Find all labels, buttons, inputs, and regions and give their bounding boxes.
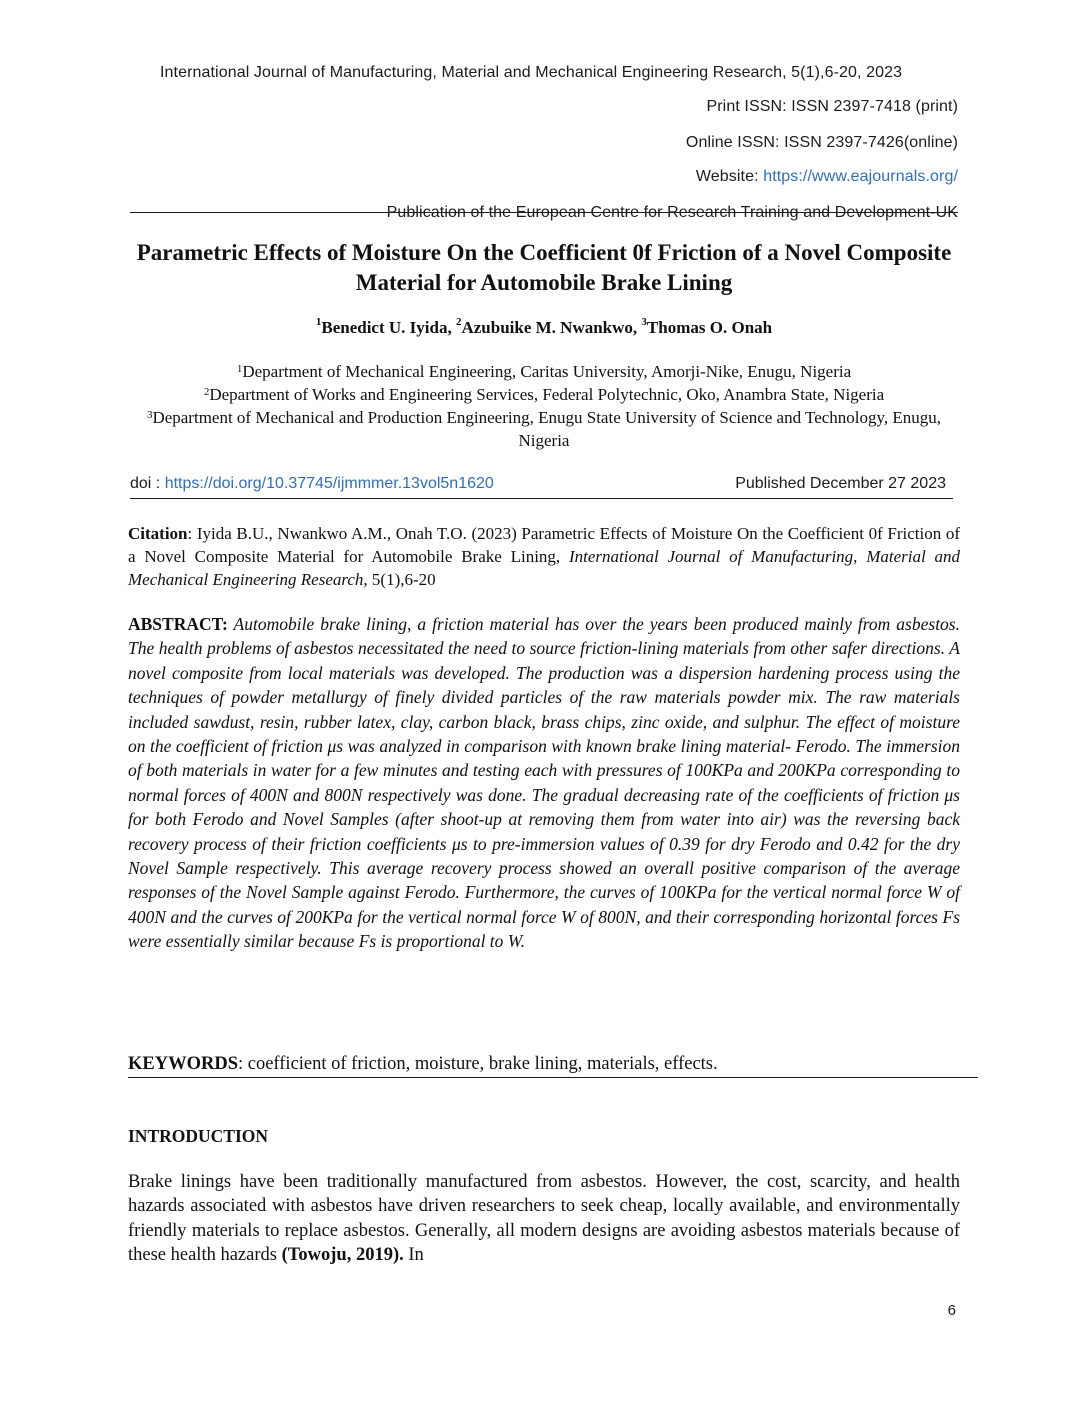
doi-line [130,475,494,493]
abstract-lead: ABSTRACT: [128,614,228,634]
journal-header: International Journal of Manufacturing, Material and Mechanical Engineering Research, 5(1),6-20, 2023 [160,64,903,81]
website-line [696,168,958,186]
author-3-name: Thomas O. Onah [646,318,773,337]
print-issn: Print ISSN: ISSN 2397-7418 (print) [706,98,958,115]
affiliation-2-text: Department of Works and Engineering Services, Federal Polytechnic, Oko, Anambra State, Nigeria [209,385,885,404]
author-2-sup: 2 [455,316,462,328]
citation-paragraph [128,522,960,591]
author-1-sup: 1 [315,316,322,328]
affiliation-2 [130,383,958,406]
author-list [130,318,958,338]
keywords-rule [128,1077,978,1078]
author-3-sup: 3 [641,316,647,328]
page-number: 6 [947,1302,956,1319]
website-label: Website: [695,168,764,185]
affiliation-3 [130,406,958,452]
introduction-paragraph [128,1170,960,1268]
publisher-line: Publication of the European Centre for Research Training and Development-UK [386,204,958,221]
affiliation-3-sup: 3 [146,409,153,421]
affiliation-3-text: Department of Mechanical and Production Engineering, Enugu State University of Science and Technology, Enugu, Nigeria [152,408,942,450]
citation-lead: Citation [128,524,188,543]
doi-rule [130,498,953,499]
abstract-paragraph [128,612,960,954]
keywords-paragraph [128,1052,960,1076]
website-link[interactable]: https://www.eajournals.org/ [763,168,958,185]
introduction-tail: In [403,1245,424,1266]
online-issn: Online ISSN: ISSN 2397-7426(online) [685,134,958,151]
doi-label: doi : [130,475,165,492]
citation-volume: , 5(1),6-20 [363,570,436,589]
introduction-citation: (Towoju, 2019). [281,1245,404,1266]
affiliation-1-sup: 1 [236,363,243,375]
citation-journal: International Journal of Manufacturing, Material and Mechanical Engineering Research [128,547,960,589]
keywords-text: : coefficient of friction, moisture, brake lining, materials, effects. [238,1054,718,1074]
affiliation-2-sup: 2 [203,386,210,398]
keywords-lead: KEYWORDS [128,1054,238,1074]
doi-link[interactable]: https://doi.org/10.37745/ijmmmer.13vol5n1620 [164,475,494,492]
abstract-text: Automobile brake lining, a friction material has over the years been produced mainly from asbestos. The health problems of asbestos necessitated the need to source friction-lining materials from other safer directions. A novel composite from local materials was developed. The production was a dispersion hardening process using the techniques of powder metallurgy of finely divided particles of the raw materials powder mix. The raw materials included sawdust, resin, rubber latex, clay, carbon black, brass chips, zinc oxide, and sulphur. The effect of moisture on the coefficient of friction μs was analyzed in comparison with known brake lining material- Ferodo. The immersion of both materials in water for a few minutes and testing each with pressures of 100KPa and 200KPa corresponding to normal forces of 400N and 800N respectively was done. The gradual decreasing rate of the coefficients of friction μs for both Ferodo and Novel Samples (after shoot-up at removing them from water into air) was the reversing back recovery process of their friction coefficients μs to pre-immersion values of 0.39 for dry Ferodo and 0.42 for the dry Novel Sample respectively. This average recovery process showed an overall positive comparison of the average responses of the Novel Sample against Ferodo. Furthermore, the curves of 100KPa for the vertical normal force W of 400N and the curves of 200KPa for the vertical normal force W of 800N, and their corresponding horizontal forces Fs were essentially similar because Fs is proportional to W. [128,614,960,952]
paper-title: Parametric Effects of Moisture On the Coefficient 0f Friction of a Novel Composite Material for Automobile Brake Lining [136,240,952,295]
affiliation-1 [130,360,958,383]
published-date: Published December 27 2023 [735,475,946,492]
introduction-text: Brake linings have been traditionally manufactured from asbestos. However, the cost, scarcity, and health hazards associated with asbestos have driven researchers to seek cheap, locally available, and environmentally friendly materials to replace asbestos. Generally, all modern designs are avoiding asbestos materials because of these health hazards [128,1172,960,1266]
citation-text: : Iyida B.U., Nwankwo A.M., Onah T.O. (2023) Parametric Effects of Moisture On the Coefficient 0f Friction of a Novel Composite Material for Automobile Brake Lining, [128,524,960,566]
author-2-name: Azubuike M. Nwankwo, [461,318,642,337]
author-1-name: Benedict U. Iyida, [321,318,456,337]
introduction-heading: INTRODUCTION [128,1126,269,1146]
affiliation-1-text: Department of Mechanical Engineering, Caritas University, Amorji-Nike, Enugu, Nigeria [242,362,852,381]
